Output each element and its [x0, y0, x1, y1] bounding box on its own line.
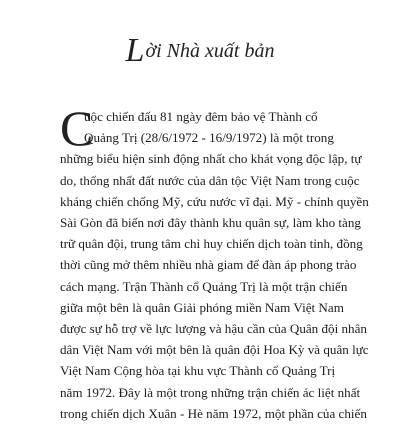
text-line: năm 1972. Đây là một trong những trận chiến ác liệt nhất: [60, 384, 361, 400]
body-paragraph: [60, 106, 369, 424]
text-line: uộc chiến đấu 81 ngày đêm bảo vệ Thành cổ: [84, 109, 318, 124]
text-line: trong chiến dịch Xuân - Hè năm 1972, một phần của chiến: [60, 405, 367, 421]
text-line: Sài Gòn đã biến nơi đây thành khu quân sự, làm kho tàng: [60, 215, 361, 231]
text-line: do, thống nhất đất nước của dân tộc Việt Nam trong cuộc: [60, 172, 360, 188]
text-line: giữa một bên là quân Giải phóng miền Nam Việt Nam: [60, 299, 344, 315]
text-line: trữ quân đội, trung tâm chỉ huy chiến dịch toàn tỉnh, đồng: [60, 236, 363, 252]
text-line: những biểu hiện sinh động nhất cho khát vọng độc lập, tự: [60, 151, 362, 167]
text-line: Quảng Trị (28/6/1972 - 16/9/1972) là một trong: [84, 130, 334, 146]
text-line: được sự hỗ trợ về lực lượng và hậu cần của Quân đội nhân: [60, 321, 367, 337]
heading-text: ời Nhà xuất bản: [145, 40, 275, 62]
text-line: kháng chiến chống Mỹ, cứu nước vĩ đại. Mỹ - chính quyền: [60, 193, 369, 209]
text-line: cách mạng. Trận Thành cổ Quảng Trị là một trận chiến: [60, 278, 348, 294]
publisher-note-heading: [0, 32, 400, 70]
text-line: thời cũng mở thêm nhiều nhà giam để đàn áp phong trào: [60, 257, 357, 273]
text-line: Việt Nam Cộng hòa tại khu vực Thành cổ Quảng Trị: [60, 363, 336, 379]
text-line: dân Việt Nam với một bên là quân đội Hoa Kỳ và quân lực: [60, 342, 369, 358]
heading-initial: L: [125, 32, 145, 69]
paragraph-dropcap: C: [60, 100, 94, 156]
